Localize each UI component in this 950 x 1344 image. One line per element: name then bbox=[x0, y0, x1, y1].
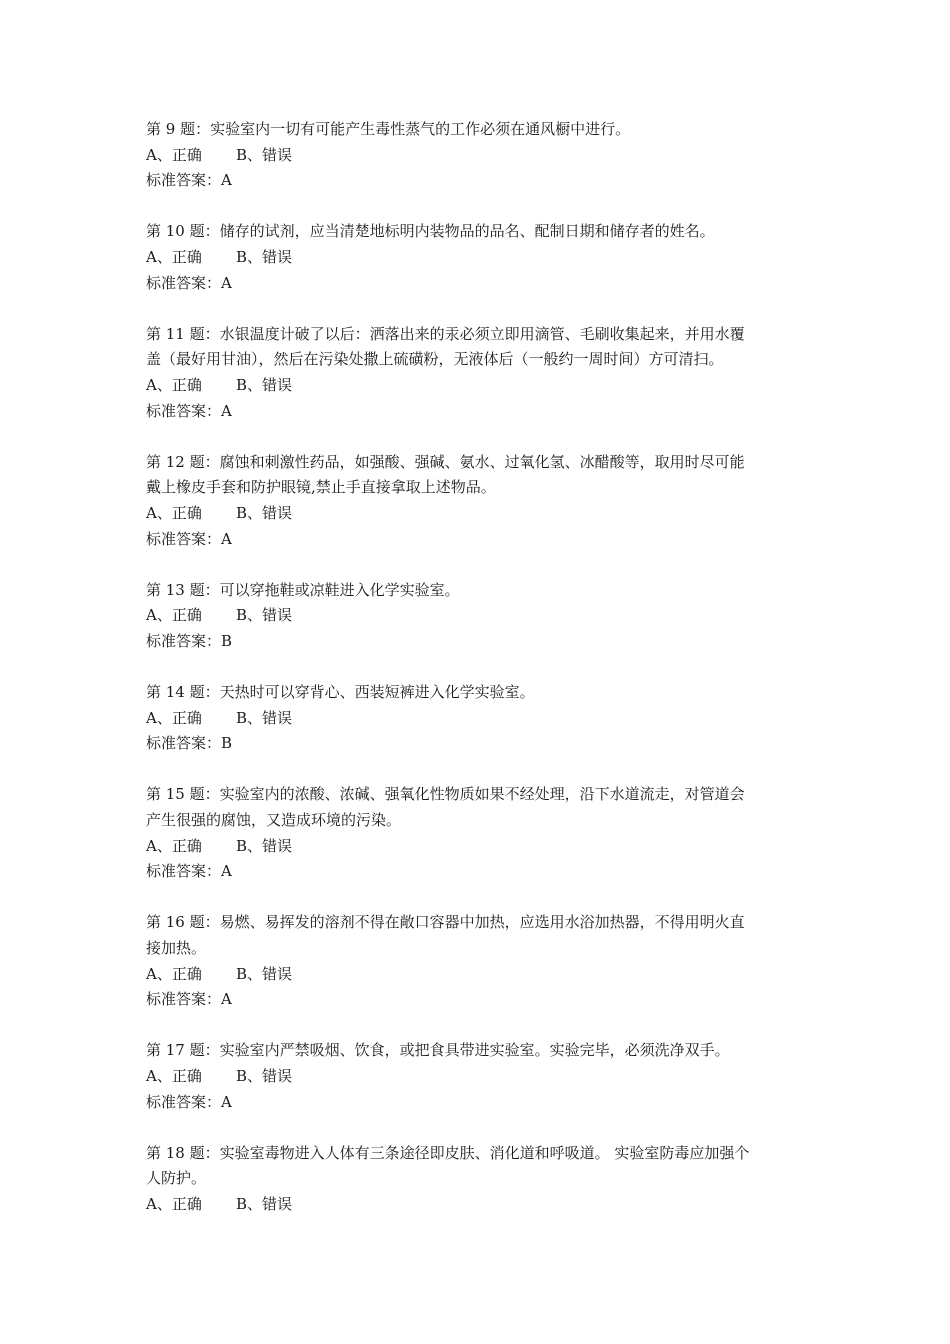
option-a: A、正确 bbox=[146, 964, 202, 983]
question-block bbox=[146, 680, 816, 757]
question-text: 第 16 题：易燃、易挥发的溶剂不得在敞口容器中加热，应选用水浴加热器，不得用明火直 bbox=[146, 913, 745, 932]
question-block bbox=[146, 117, 816, 194]
option-b: B、错误 bbox=[236, 964, 293, 983]
option-a: A、正确 bbox=[146, 606, 202, 625]
option-a: A、正确 bbox=[146, 145, 202, 164]
option-a: A、正确 bbox=[146, 375, 202, 394]
option-a: A、正确 bbox=[146, 247, 202, 266]
answer-options bbox=[146, 143, 816, 169]
option-b: B、错误 bbox=[236, 1066, 293, 1085]
question-list bbox=[146, 117, 816, 1243]
question-block bbox=[146, 322, 816, 424]
standard-answer: 标准答案：A bbox=[146, 862, 232, 881]
question-block bbox=[146, 910, 816, 1012]
standard-answer: 标准答案：A bbox=[146, 273, 232, 292]
question-text: 第 13 题：可以穿拖鞋或凉鞋进入化学实验室。 bbox=[146, 580, 460, 599]
question-text: 产生很强的腐蚀，又造成环境的污染。 bbox=[146, 811, 402, 830]
option-b: B、错误 bbox=[236, 145, 293, 164]
question-block bbox=[146, 578, 816, 655]
standard-answer: 标准答案：A bbox=[146, 990, 232, 1009]
option-a: A、正确 bbox=[146, 708, 202, 727]
question-text: 第 9 题：实验室内一切有可能产生毒性蒸气的工作必须在通风橱中进行。 bbox=[146, 120, 631, 138]
answer-options bbox=[146, 245, 816, 271]
option-b: B、错误 bbox=[236, 708, 293, 727]
option-b: B、错误 bbox=[236, 247, 293, 266]
answer-options bbox=[146, 1064, 816, 1090]
option-a: A、正确 bbox=[146, 1066, 202, 1085]
question-text: 第 15 题：实验室内的浓酸、浓碱、强氧化性物质如果不经处理，沿下水道流走，对管道会 bbox=[146, 785, 745, 804]
question-text: 人防护。 bbox=[146, 1169, 207, 1188]
question-block bbox=[146, 450, 816, 552]
question-block bbox=[146, 1038, 816, 1115]
option-a: A、正确 bbox=[146, 1194, 202, 1213]
question-block bbox=[146, 782, 816, 884]
option-b: B、错误 bbox=[236, 1194, 293, 1213]
option-b: B、错误 bbox=[236, 375, 293, 394]
option-a: A、正确 bbox=[146, 836, 202, 855]
question-text: 第 17 题：实验室内严禁吸烟、饮食，或把食具带进实验室。实验完毕，必须洗净双手。 bbox=[146, 1041, 730, 1060]
option-b: B、错误 bbox=[236, 606, 293, 625]
standard-answer: 标准答案：B bbox=[146, 734, 233, 753]
question-block bbox=[146, 219, 816, 296]
option-b: B、错误 bbox=[236, 836, 293, 855]
answer-options bbox=[146, 834, 816, 860]
standard-answer: 标准答案：A bbox=[146, 401, 232, 420]
question-text: 第 11 题：水银温度计破了以后：洒落出来的汞必须立即用滴管、毛刷收集起来，并用水覆 bbox=[146, 324, 745, 343]
option-a: A、正确 bbox=[146, 503, 202, 522]
question-text: 第 14 题：天热时可以穿背心、西装短裤进入化学实验室。 bbox=[146, 683, 535, 702]
question-block bbox=[146, 1141, 816, 1218]
answer-options bbox=[146, 1192, 816, 1218]
question-text: 戴上橡皮手套和防护眼镜,禁止手直接拿取上述物品。 bbox=[146, 478, 496, 497]
question-text: 接加热。 bbox=[146, 939, 207, 957]
standard-answer: 标准答案：B bbox=[146, 631, 233, 650]
answer-options bbox=[146, 603, 816, 629]
option-b: B、错误 bbox=[236, 503, 293, 522]
answer-options bbox=[146, 501, 816, 527]
question-text: 盖（最好用甘油），然后在污染处撒上硫磺粉，无液体后（一般约一周时间）方可清扫。 bbox=[146, 350, 724, 369]
answer-options bbox=[146, 706, 816, 732]
question-text: 第 12 题：腐蚀和刺激性药品，如强酸、强碱、氨水、过氧化氢、冰醋酸等，取用时尽可能 bbox=[146, 452, 745, 471]
standard-answer: 标准答案：A bbox=[146, 529, 232, 548]
question-text: 第 18 题：实验室毒物进入人体有三条途径即皮肤、消化道和呼吸道。 实验室防毒应加强个 bbox=[146, 1143, 750, 1162]
answer-options bbox=[146, 962, 816, 988]
answer-options bbox=[146, 373, 816, 399]
question-text: 第 10 题：储存的试剂，应当清楚地标明内装物品的品名、配制日期和储存者的姓名。 bbox=[146, 222, 715, 241]
standard-answer: 标准答案：A bbox=[146, 1092, 232, 1111]
standard-answer: 标准答案：A bbox=[146, 171, 232, 190]
